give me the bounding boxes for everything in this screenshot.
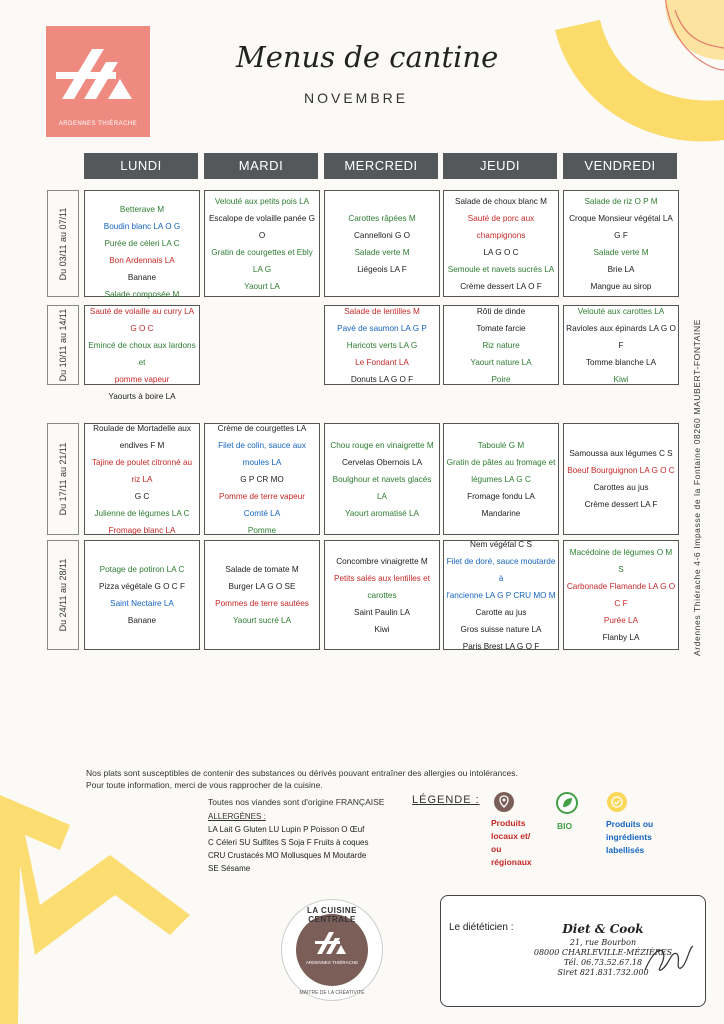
menu-cell (324, 305, 440, 385)
bio-leaf-icon (556, 792, 578, 814)
legend-bio: BIO (557, 821, 573, 831)
menu-item: légumes LA G C (471, 474, 531, 484)
menu-item: Tajine de poulet citronné au riz LA (91, 457, 193, 484)
menu-item: Samoussa aux légumes C S (569, 449, 673, 458)
menu-cell (204, 190, 320, 297)
page-title: Menus de cantine (236, 40, 499, 74)
menu-item: Boeuf Bourguignon LA G O C (567, 466, 675, 475)
menu-item: Salade verte M (593, 247, 649, 257)
stamp-phone: Tél. 06.73.52.67.18 (563, 958, 643, 967)
week-label-text: Du 17/11 au 21/11 (58, 442, 68, 516)
menu-item: Donuts LA G O F (350, 374, 414, 384)
menu-item: Sauté de volaille au curry LA G O C (89, 306, 195, 333)
legend-label-line: Produits ou (606, 819, 654, 829)
kitchen-logo-text: ARDENNES THIÉRACHE (305, 960, 359, 965)
menu-item: Tomme blanche LA (585, 357, 657, 367)
menu-item: Haricots verts LA G (346, 340, 418, 350)
menu-cell (324, 423, 440, 535)
day-header-mercredi: MERCREDI (324, 153, 438, 179)
day-header-lundi: LUNDI (84, 153, 198, 179)
menu-item: Concombre vinaigrette M (336, 556, 428, 566)
menu-cell (563, 305, 679, 385)
allergen-line: C Céleri SU Sulfites S Soja F Fruits à coques (208, 838, 369, 847)
menu-item: pomme vapeur (114, 374, 170, 384)
menu-cell (563, 190, 679, 297)
week-label (47, 305, 79, 385)
stamp-address: 21, rue Bourbon (569, 938, 637, 947)
menu-item: Comté LA (243, 508, 281, 518)
yellow-swoosh-top-right (545, 0, 724, 170)
menu-item: Pomme (247, 525, 277, 535)
menu-item: Riz nature (482, 340, 520, 350)
menu-cell (443, 540, 559, 650)
menu-item: Gros suisse nature LA (460, 624, 542, 634)
menu-item: Nem végétal C S (470, 539, 532, 549)
menu-item: Betterave M (119, 205, 165, 214)
legend-local-line: ou (491, 844, 502, 854)
meat-origin: Toutes nos viandes sont d'origine FRANÇAISE (208, 797, 385, 807)
menu-cell (84, 423, 200, 535)
menu-item: Mangue au sirop (590, 281, 652, 291)
menu-item: l'ancienne LA G P CRU MO M (446, 590, 556, 600)
menu-cell (84, 289, 200, 401)
stamp-siret: Siret 821.831.732.000 (557, 968, 649, 977)
week-label (47, 190, 79, 297)
menu-item: Fromage fondu LA (467, 491, 535, 501)
menu-item: carottes (367, 590, 397, 600)
menu-cell (84, 540, 200, 650)
dietitian-box (440, 895, 706, 1007)
menu-item: Brie LA (607, 264, 635, 274)
day-header-vendredi: VENDREDI (563, 153, 677, 179)
signature-icon (641, 936, 697, 980)
day-header-jeudi: JEUDI (443, 153, 557, 179)
menu-item: LA G O C (483, 247, 519, 257)
menu-item: Emincé de choux aux lardons et (88, 340, 196, 367)
week-label (47, 540, 79, 650)
menu-item: Banane (127, 273, 157, 282)
menu-item: Potage de potiron LA C (99, 565, 185, 574)
allergen-line: CRU Crustacés MO Mollusques M Moutarde (208, 851, 367, 860)
day-header-mardi: MARDI (204, 153, 318, 179)
menu-item: Gratin de pâtes au fromage et (446, 457, 556, 467)
menu-cell (204, 423, 320, 535)
menu-item: Banane (127, 616, 157, 625)
menu-item: Paris Brest LA G O F (462, 641, 540, 651)
allergy-contact: Pour toute information, merci de vous rapprocher de la cuisine. (86, 780, 323, 790)
menu-item: Crème de courgettes LA (217, 423, 307, 433)
location-pin-icon (494, 792, 514, 812)
menu-item: Burger LA G O SE (228, 582, 296, 591)
menu-item: Rôti de dinde (476, 306, 526, 316)
menu-item: Sauté de porc aux champignons (467, 213, 535, 240)
menu-item: Saint Nectaire LA (110, 599, 174, 608)
brand-logo (46, 26, 150, 137)
menu-item: Mandarine (481, 508, 521, 518)
logo-text: ARDENNES THIÉRACHE (58, 121, 138, 127)
kitchen-subtitle: MAITRE DE LA CRÉATIVITÉ (299, 990, 365, 996)
menu-item: Velouté aux petits pois LA (214, 196, 310, 206)
menu-item: Roulade de Mortadelle aux (93, 423, 191, 433)
menu-item: Crème dessert LA O F (460, 281, 542, 291)
menu-item: Carotte au jus (475, 607, 527, 617)
stamp-name: Diet & Cook (562, 922, 644, 936)
menu-item: Taboulé G M (477, 440, 525, 450)
menu-item: Filet de doré, sauce moutarde à (446, 556, 556, 583)
yellow-swoosh-bottom-left (0, 795, 200, 1024)
allergy-notice: Nos plats sont susceptibles de contenir des substances ou dérivés pouvant entraîner des allergies ou intolérances. (86, 768, 518, 778)
menu-item: Semoule et navets sucrés LA (447, 264, 555, 274)
menu-cell (443, 190, 559, 297)
label-badge-icon (607, 792, 627, 812)
menu-cell (84, 190, 200, 297)
menu-cell (563, 540, 679, 650)
legend-local-line: Produits (491, 818, 526, 828)
menu-item: Croque Monsieur végétal LA G F (569, 213, 673, 240)
menu-cell (204, 540, 320, 650)
allergens-title: ALLERGÈNES : (208, 812, 266, 821)
allergen-line: SE Sésame (208, 864, 251, 873)
central-kitchen-logo (281, 899, 383, 1001)
menu-item: Salade verte M (354, 247, 410, 257)
menu-item: Flanby LA (602, 633, 640, 642)
legend-local-line: locaux et/ (491, 831, 531, 841)
menu-item: Liégeois LA F (357, 264, 407, 274)
menu-item: Purée LA (603, 616, 639, 625)
week-label-text: Du 24/11 au 28/11 (58, 558, 68, 632)
menu-item: Cervelas Obernois LA (341, 457, 423, 467)
menu-cell (563, 423, 679, 535)
menu-item: Velouté aux carottes LA (577, 306, 665, 316)
menu-cell (443, 423, 559, 535)
menu-item: Yaourt nature LA (470, 357, 532, 367)
legend-label-line: ingrédients (606, 832, 652, 842)
menu-item: Salade de riz O P M (584, 196, 658, 206)
kitchen-mark-icon (314, 930, 350, 956)
menu-item: Yaourt aromatisé LA (344, 508, 420, 518)
menu-item: Salade de lentilles M (344, 306, 420, 316)
menu-item: endives F M (119, 440, 165, 450)
menu-item: G C (134, 491, 150, 501)
menu-item: Yaourt sucré LA (232, 616, 292, 625)
kitchen-title: LA CUISINE CENTRALE (306, 906, 358, 924)
menu-item: Pomme de terre vapeur (218, 491, 305, 501)
menu-item: Salade de tomate M (225, 565, 299, 574)
allergen-line: LA Lait G Gluten LU Lupin P Poisson O Œuf (208, 825, 365, 834)
legend-local-line: régionaux (491, 857, 532, 867)
menu-cell (324, 540, 440, 650)
menu-item: Pavé de saumon LA G P (337, 323, 427, 333)
menu-item: Julienne de légumes LA C (94, 508, 190, 518)
menu-item: Gratin de courgettes et Ebly LA G (211, 247, 313, 274)
menu-cell (443, 305, 559, 385)
menu-item: Macédoine de légumes O M S (569, 548, 673, 574)
menu-item: Purée de céleri LA C (104, 239, 180, 248)
menu-item: Saint Paulin LA (354, 607, 410, 617)
menu-item: Cannelloni G O (354, 230, 410, 240)
menu-item: Carottes au jus (593, 483, 649, 492)
logo-mark-icon (54, 44, 142, 106)
week-label-text: Du 03/11 au 07/11 (58, 207, 68, 280)
menu-item: Salade de choux blanc M (455, 196, 547, 206)
stamp-city: 08000 CHARLEVILLE-MÉZIÈRES (533, 948, 673, 957)
week-label (47, 423, 79, 535)
menu-item: Poire (491, 374, 511, 384)
menu-item: Kiwi (613, 374, 629, 384)
menu-item: Yaourt LA (244, 281, 280, 291)
menu-item: Carottes râpées M (348, 213, 416, 223)
menu-item: Filet de colin, sauce aux moules LA (218, 440, 306, 467)
menu-item: Ravioles aux épinards LA G O F (566, 323, 676, 350)
menu-item: Bon Ardennais LA (109, 256, 175, 265)
menu-item: Boudin blanc LA O G (103, 222, 181, 231)
menu-item: Salade composée M (104, 289, 180, 299)
menu-item: Le Fondant LA (355, 357, 409, 367)
menu-item: Tomate farcie (476, 323, 526, 333)
menu-item: Kiwi (374, 624, 390, 634)
menu-item: Crème dessert LA F (584, 500, 658, 509)
menu-item: Fromage blanc LA (108, 525, 176, 535)
dietitian-label: Le diététicien : (449, 922, 514, 933)
menu-item: Escalope de volaille panée G O (208, 213, 316, 240)
legend-label-line: labellisés (606, 845, 645, 855)
week-label-text: Du 10/11 au 14/11 (58, 308, 68, 382)
month-label: NOVEMBRE (304, 90, 409, 106)
address-sidebar: Ardennes Thiérache 4-6 Impasse de la Fontaine 08260 MAUBERT-FONTAINE (692, 318, 702, 656)
legend-title: LÉGENDE : (412, 794, 480, 806)
menu-item: Carbonade Flamande LA G O C F (566, 582, 676, 608)
menu-item: Pommes de terre sautées (215, 599, 309, 608)
menu-item: Boulghour et navets glacés LA (332, 474, 432, 501)
menu-item: Pizza végétale G O C F (98, 582, 185, 591)
menu-item: Petits salés aux lentilles et (333, 573, 431, 583)
menu-item: Yaourts à boire LA (108, 391, 176, 401)
menu-item: G P CR MO (240, 474, 284, 484)
menu-item: Chou rouge en vinaigrette M (330, 440, 434, 450)
menu-cell (324, 190, 440, 297)
